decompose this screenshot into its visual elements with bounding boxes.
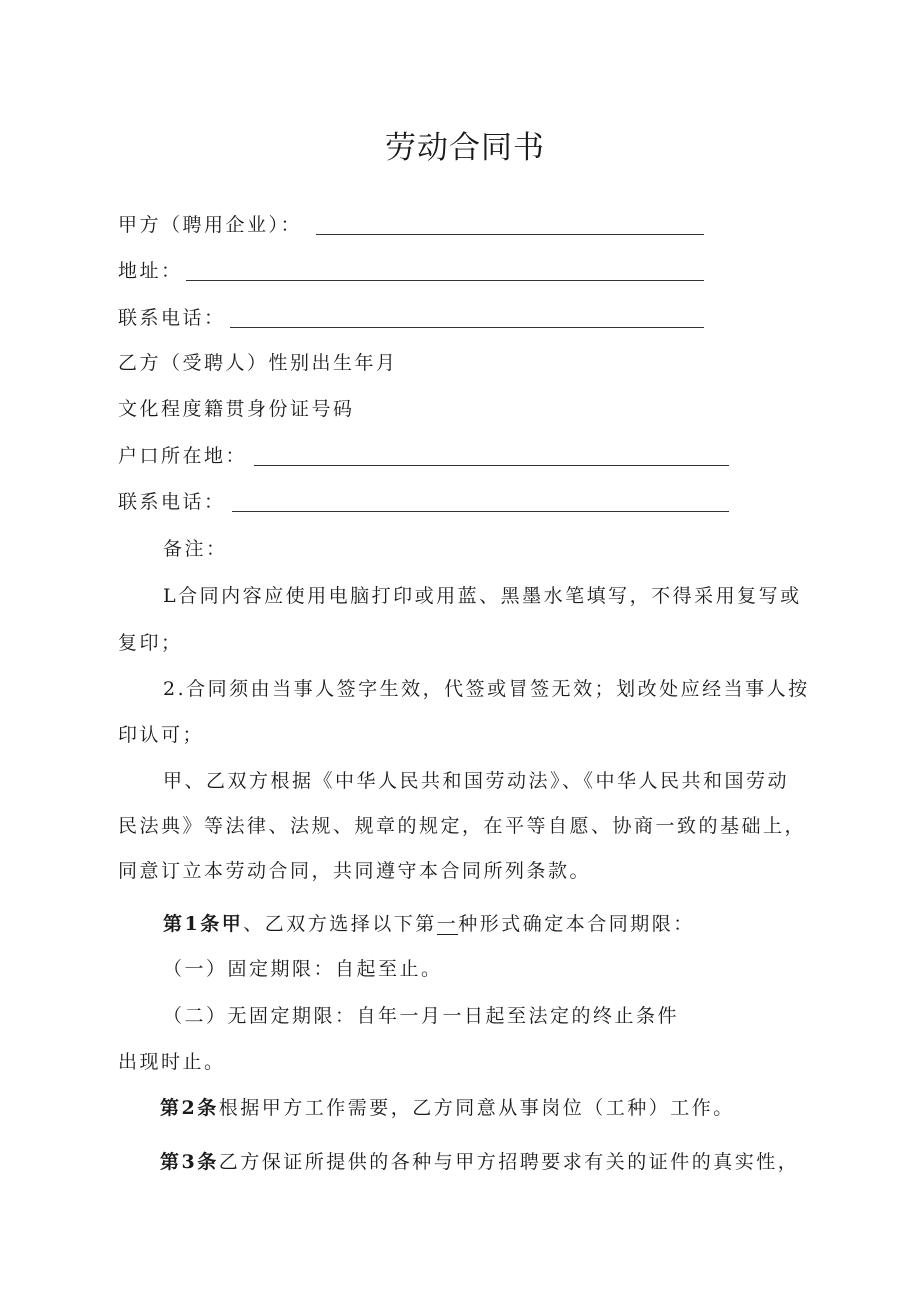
article-3-text: 乙方保证所提供的各种与甲方招聘要求有关的证件的真实性， [218, 1151, 800, 1173]
article-1-choice-blank[interactable]: 一 [436, 913, 459, 935]
phone-a-blank[interactable] [230, 327, 704, 328]
article-1-text-b: 种形式确定本合同期限： [458, 913, 695, 935]
article-1-line [163, 915, 695, 935]
party-a-blank[interactable] [316, 234, 704, 235]
party-a-label: 甲方（聘用企业）： [118, 214, 303, 236]
phone-b-label: 联系电话： [118, 491, 226, 513]
article-1-option-2-line-2: 出现时止。 [118, 1051, 226, 1073]
education-line: 文化程度籍贯身份证号码 [118, 398, 355, 420]
hukou-blank[interactable] [254, 465, 729, 466]
notes-label: 备注： [163, 538, 228, 560]
document-title: 劳动合同书 [385, 130, 545, 166]
phone-b-blank[interactable] [232, 511, 729, 512]
hukou-label: 户口所在地： [118, 445, 248, 467]
article-2-text: 根据甲方工作需要，乙方同意从事岗位（工种）工作。 [218, 1097, 735, 1119]
article-1-text-a: 、乙双方选择以下第 [243, 913, 437, 935]
article-1-option-2-line-1: （二）无固定期限：自年一月一日起至法定的终止条件 [163, 1005, 680, 1027]
address-blank[interactable] [186, 280, 704, 281]
note-1-line-1: L合同内容应使用电脑打印或用蓝、黑墨水笔填写，不得采用复写或 [163, 585, 802, 607]
article-2-heading: 第2条 [160, 1097, 219, 1119]
note-2-line-1: 2.合同须由当事人签字生效，代签或冒签无效；划改处应经当事人按 [163, 678, 810, 700]
article-3-line [160, 1153, 799, 1172]
preamble-line-2: 民法典》等法律、法规、规章的规定，在平等自愿、协商一致的基础上， [118, 815, 807, 837]
note-1-line-2: 复印； [118, 632, 183, 654]
note-2-line-2: 印认可； [118, 724, 205, 746]
article-1-option-1: （一）固定期限：自起至止。 [163, 958, 443, 980]
article-1-heading: 第1条甲 [163, 913, 244, 935]
article-3-heading: 第3条 [160, 1151, 219, 1173]
preamble-line-3: 同意订立本劳动合同，共同遵守本合同所列条款。 [118, 860, 592, 882]
preamble-line-1: 甲、乙双方根据《中华人民共和国劳动法》、《中华人民共和国劳动 [163, 770, 790, 792]
phone-a-label: 联系电话： [118, 307, 226, 329]
party-b-line: 乙方（受聘人）性别出生年月 [118, 352, 398, 374]
article-2-line [160, 1099, 735, 1118]
address-label: 地址： [118, 260, 183, 282]
